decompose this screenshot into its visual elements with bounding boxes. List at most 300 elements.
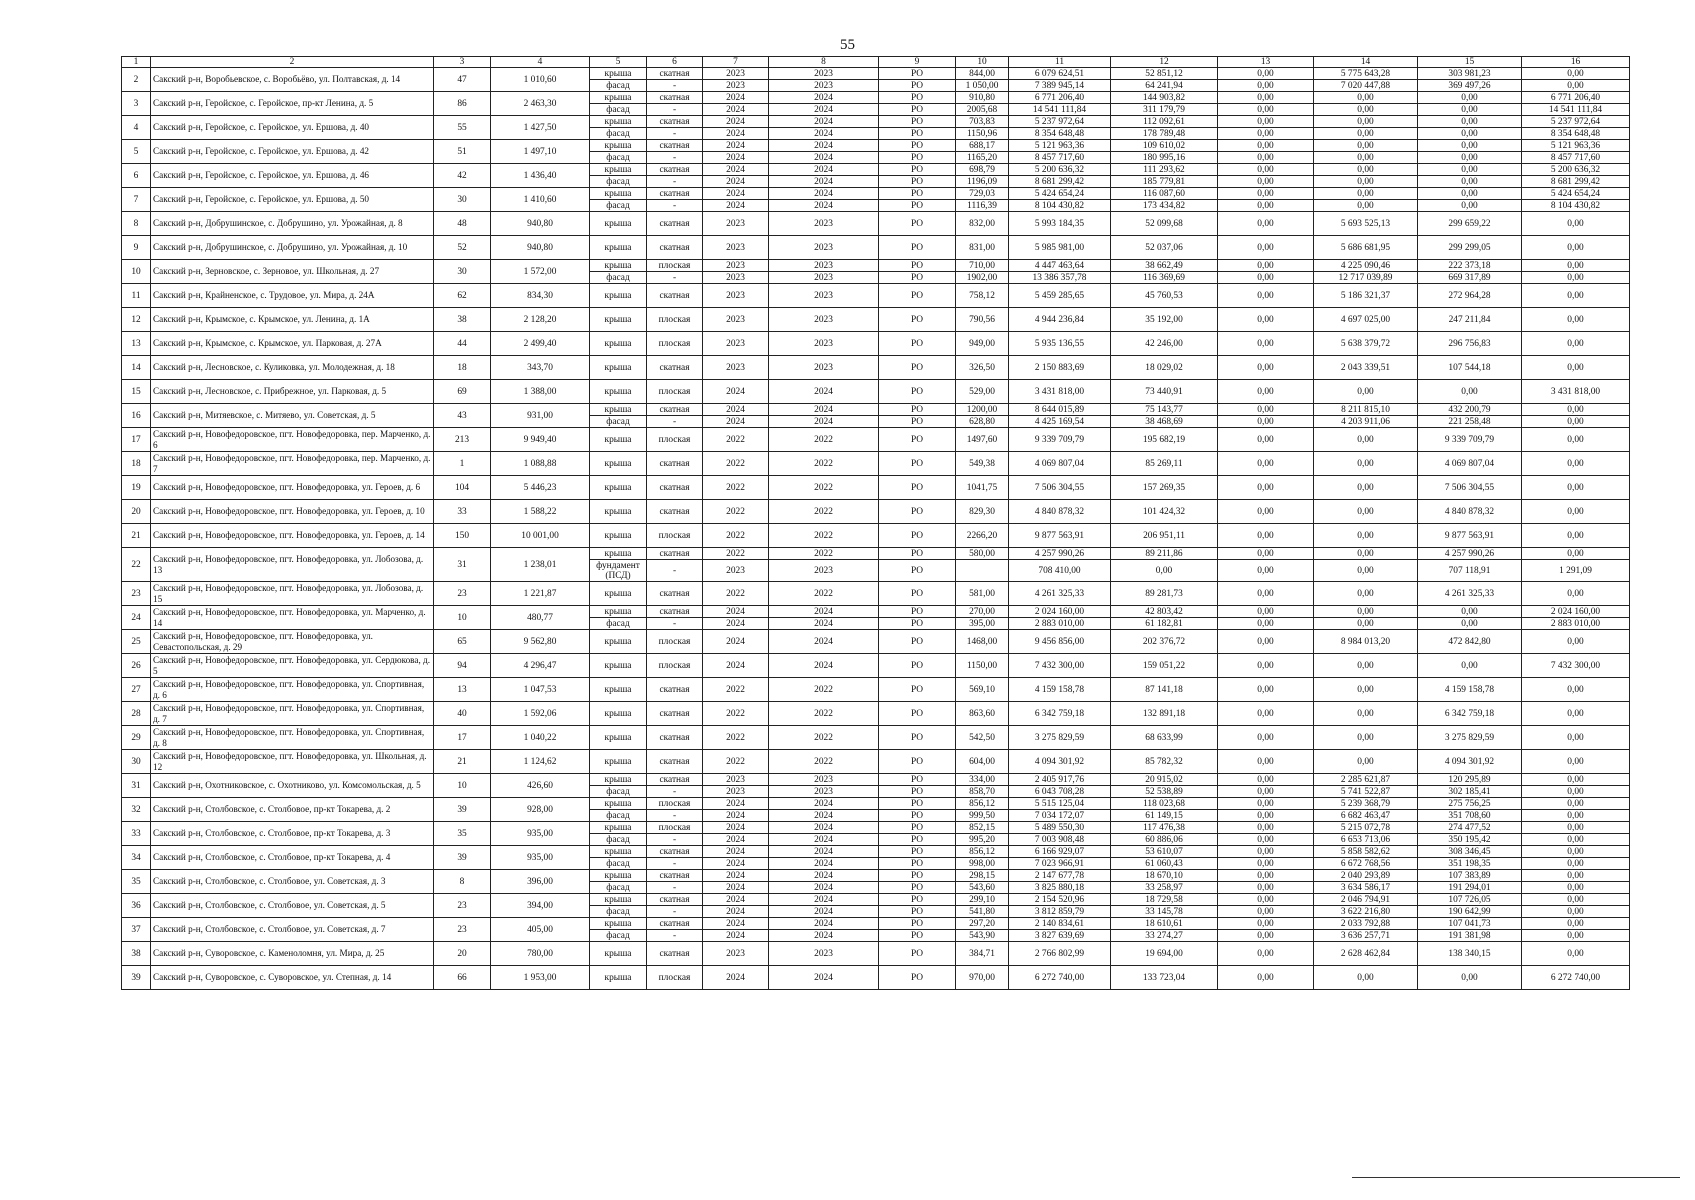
roof-type: - (647, 930, 703, 942)
table-row (122, 212, 1630, 236)
work-type: крыша (590, 212, 647, 236)
funds-3: 669 317,89 (1418, 272, 1522, 284)
work-volume: 543,90 (956, 930, 1009, 942)
funds-4: 0,00 (1522, 846, 1630, 858)
funds-3: 6 342 759,18 (1418, 702, 1522, 726)
work-type: фасад (590, 416, 647, 428)
work-type: крыша (590, 606, 647, 618)
total-area: 1 124,62 (491, 750, 590, 774)
unit-cost: 18 610,61 (1111, 918, 1218, 930)
apartment-count: 33 (434, 500, 491, 524)
funds-2: 0,00 (1314, 92, 1418, 104)
plan-year: 2024 (703, 798, 769, 810)
work-type: крыша (590, 356, 647, 380)
total-cost: 6 043 708,28 (1009, 786, 1111, 798)
total-cost: 5 424 654,24 (1009, 188, 1111, 200)
funds-2: 2 628 462,84 (1314, 942, 1418, 966)
funds-4: 8 457 717,60 (1522, 152, 1630, 164)
funds-4: 8 354 648,48 (1522, 128, 1630, 140)
work-type: крыша (590, 548, 647, 560)
plan-year: 2023 (703, 356, 769, 380)
total-area: 834,30 (491, 284, 590, 308)
funds-3: 4 257 990,26 (1418, 548, 1522, 560)
funds-3: 191 294,01 (1418, 882, 1522, 894)
plan-year: 2024 (703, 152, 769, 164)
funds-3: 369 497,26 (1418, 80, 1522, 92)
roof-type: - (647, 104, 703, 116)
object-number: 30 (122, 750, 151, 774)
total-cost: 5 121 963,36 (1009, 140, 1111, 152)
work-volume: 949,00 (956, 332, 1009, 356)
fact-year: 2022 (769, 548, 879, 560)
funds-2: 4 697 025,00 (1314, 308, 1418, 332)
table-row (122, 164, 1630, 176)
funds-4: 2 883 010,00 (1522, 618, 1630, 630)
total-area: 394,00 (491, 894, 590, 918)
funds-2: 0,00 (1314, 128, 1418, 140)
total-area: 935,00 (491, 846, 590, 870)
fund-method: РО (879, 882, 956, 894)
roof-type: скатная (647, 116, 703, 128)
funds-1: 0,00 (1218, 80, 1314, 92)
fact-year: 2022 (769, 476, 879, 500)
work-type: крыша (590, 68, 647, 80)
object-address: Сакский р-н, Новофедоровское, пгт. Новофедоровка, ул. Спортивная, д. 6 (151, 678, 434, 702)
funds-4: 0,00 (1522, 918, 1630, 930)
fund-method: РО (879, 416, 956, 428)
funds-3: 9 339 709,79 (1418, 428, 1522, 452)
work-type: крыша (590, 236, 647, 260)
roof-type: - (647, 80, 703, 92)
object-number: 32 (122, 798, 151, 822)
roof-type: - (647, 272, 703, 284)
fund-method: РО (879, 798, 956, 810)
total-area: 396,00 (491, 870, 590, 894)
fact-year: 2024 (769, 834, 879, 846)
total-cost: 2 140 834,61 (1009, 918, 1111, 930)
unit-cost: 38 468,69 (1111, 416, 1218, 428)
table-row (122, 92, 1630, 104)
work-type: крыша (590, 918, 647, 930)
object-number: 26 (122, 654, 151, 678)
funds-4: 0,00 (1522, 284, 1630, 308)
object-number: 16 (122, 404, 151, 428)
funds-3: 275 756,25 (1418, 798, 1522, 810)
work-volume: 2266,20 (956, 524, 1009, 548)
apartment-count: 65 (434, 630, 491, 654)
funds-3: 9 877 563,91 (1418, 524, 1522, 548)
fund-method: РО (879, 68, 956, 80)
work-type: фасад (590, 786, 647, 798)
roof-type: скатная (647, 894, 703, 906)
unit-cost: 202 376,72 (1111, 630, 1218, 654)
roof-type: плоская (647, 380, 703, 404)
plan-year: 2023 (703, 236, 769, 260)
funds-1: 0,00 (1218, 380, 1314, 404)
work-type: фасад (590, 834, 647, 846)
fact-year: 2024 (769, 618, 879, 630)
funds-3: 0,00 (1418, 654, 1522, 678)
roof-type: плоская (647, 798, 703, 810)
apartment-count: 39 (434, 846, 491, 870)
apartment-count: 35 (434, 822, 491, 846)
plan-year: 2024 (703, 606, 769, 618)
apartment-count: 1 (434, 452, 491, 476)
fact-year: 2022 (769, 452, 879, 476)
total-cost: 5 935 136,55 (1009, 332, 1111, 356)
total-cost: 4 261 325,33 (1009, 582, 1111, 606)
table-row (122, 140, 1630, 152)
fund-method: РО (879, 786, 956, 798)
fact-year: 2024 (769, 164, 879, 176)
funds-2: 0,00 (1314, 452, 1418, 476)
apartment-count: 62 (434, 284, 491, 308)
roof-type: скатная (647, 404, 703, 416)
object-number: 19 (122, 476, 151, 500)
fact-year: 2024 (769, 894, 879, 906)
funds-3: 3 275 829,59 (1418, 726, 1522, 750)
object-address: Сакский р-н, Новофедоровское, пгт. Новофедоровка, ул. Героев, д. 10 (151, 500, 434, 524)
funds-4: 0,00 (1522, 524, 1630, 548)
fact-year: 2022 (769, 524, 879, 548)
unit-cost: 112 092,61 (1111, 116, 1218, 128)
work-volume: 998,00 (956, 858, 1009, 870)
object-number: 6 (122, 164, 151, 188)
funds-4: 0,00 (1522, 786, 1630, 798)
unit-cost: 18 670,10 (1111, 870, 1218, 882)
fact-year: 2024 (769, 128, 879, 140)
table-row (122, 476, 1630, 500)
unit-cost: 195 682,19 (1111, 428, 1218, 452)
object-address: Сакский р-н, Крымское, с. Крымское, ул. Ленина, д. 1А (151, 308, 434, 332)
unit-cost: 116 369,69 (1111, 272, 1218, 284)
fact-year: 2024 (769, 858, 879, 870)
table-row (122, 918, 1630, 930)
fund-method: РО (879, 524, 956, 548)
fund-method: РО (879, 140, 956, 152)
fact-year: 2023 (769, 560, 879, 582)
funds-2: 2 046 794,91 (1314, 894, 1418, 906)
roof-type: скатная (647, 212, 703, 236)
roof-type: скатная (647, 68, 703, 80)
total-area: 931,00 (491, 404, 590, 428)
funds-1: 0,00 (1218, 582, 1314, 606)
apartment-count: 21 (434, 750, 491, 774)
fund-method: РО (879, 618, 956, 630)
total-area: 426,60 (491, 774, 590, 798)
funds-2: 0,00 (1314, 428, 1418, 452)
funds-1: 0,00 (1218, 882, 1314, 894)
object-address: Сакский р-н, Новофедоровское, пгт. Новофедоровка, пер. Марченко, д. 6 (151, 428, 434, 452)
funds-2: 6 653 713,06 (1314, 834, 1418, 846)
funds-1: 0,00 (1218, 176, 1314, 188)
fact-year: 2024 (769, 176, 879, 188)
total-cost: 6 272 740,00 (1009, 966, 1111, 990)
funds-2: 0,00 (1314, 582, 1418, 606)
total-area: 2 499,40 (491, 332, 590, 356)
funds-3: 4 261 325,33 (1418, 582, 1522, 606)
roof-type: плоская (647, 332, 703, 356)
fund-method: РО (879, 92, 956, 104)
funds-2: 0,00 (1314, 966, 1418, 990)
apartment-count: 42 (434, 164, 491, 188)
funds-3: 0,00 (1418, 200, 1522, 212)
apartment-count: 30 (434, 260, 491, 284)
total-area: 780,00 (491, 942, 590, 966)
fund-method: РО (879, 104, 956, 116)
total-cost: 4 257 990,26 (1009, 548, 1111, 560)
funds-1: 0,00 (1218, 128, 1314, 140)
funds-1: 0,00 (1218, 750, 1314, 774)
total-cost: 6 166 929,07 (1009, 846, 1111, 858)
roof-type: скатная (647, 702, 703, 726)
plan-year: 2022 (703, 726, 769, 750)
unit-cost: 101 424,32 (1111, 500, 1218, 524)
object-address: Сакский р-н, Добрушинское, с. Добрушино, ул. Урожайная, д. 8 (151, 212, 434, 236)
work-volume: 1468,00 (956, 630, 1009, 654)
total-cost: 5 985 981,00 (1009, 236, 1111, 260)
object-address: Сакский р-н, Новофедоровское, пгт. Новофедоровка, ул. Школьная, д. 12 (151, 750, 434, 774)
funds-3: 296 756,83 (1418, 332, 1522, 356)
object-number: 10 (122, 260, 151, 284)
table-row (122, 332, 1630, 356)
work-volume: 844,00 (956, 68, 1009, 80)
funds-2: 2 040 293,89 (1314, 870, 1418, 882)
funds-1: 0,00 (1218, 930, 1314, 942)
funds-1: 0,00 (1218, 140, 1314, 152)
roof-type: - (647, 560, 703, 582)
funds-3: 707 118,91 (1418, 560, 1522, 582)
funds-1: 0,00 (1218, 894, 1314, 906)
work-type: крыша (590, 500, 647, 524)
apartment-count: 18 (434, 356, 491, 380)
column-header-14: 14 (1314, 57, 1418, 68)
plan-year: 2022 (703, 476, 769, 500)
table-row (122, 188, 1630, 200)
unit-cost: 53 610,07 (1111, 846, 1218, 858)
unit-cost: 89 281,73 (1111, 582, 1218, 606)
object-address: Сакский р-н, Новофедоровское, пгт. Новофедоровка, ул. Севастопольская, д. 29 (151, 630, 434, 654)
column-header-6: 6 (647, 57, 703, 68)
fact-year: 2022 (769, 678, 879, 702)
funds-3: 0,00 (1418, 618, 1522, 630)
fund-method: РО (879, 560, 956, 582)
work-volume: 604,00 (956, 750, 1009, 774)
roof-type: плоская (647, 654, 703, 678)
funds-1: 0,00 (1218, 870, 1314, 882)
funds-1: 0,00 (1218, 678, 1314, 702)
fact-year: 2024 (769, 104, 879, 116)
apartment-count: 55 (434, 116, 491, 140)
fact-year: 2024 (769, 918, 879, 930)
work-type: крыша (590, 188, 647, 200)
funds-4: 0,00 (1522, 332, 1630, 356)
object-number: 39 (122, 966, 151, 990)
funds-3: 303 981,23 (1418, 68, 1522, 80)
total-cost: 5 459 285,65 (1009, 284, 1111, 308)
work-type: крыша (590, 798, 647, 810)
apartment-count: 94 (434, 654, 491, 678)
total-area: 1 427,50 (491, 116, 590, 140)
work-volume: 297,20 (956, 918, 1009, 930)
plan-year: 2023 (703, 260, 769, 272)
fund-method: РО (879, 810, 956, 822)
unit-cost: 111 293,62 (1111, 164, 1218, 176)
total-area: 928,00 (491, 798, 590, 822)
funds-2: 5 858 582,62 (1314, 846, 1418, 858)
object-number: 36 (122, 894, 151, 918)
fund-method: РО (879, 774, 956, 786)
fact-year: 2022 (769, 750, 879, 774)
column-header-1: 1 (122, 57, 151, 68)
fund-method: РО (879, 846, 956, 858)
funds-1: 0,00 (1218, 428, 1314, 452)
funds-1: 0,00 (1218, 858, 1314, 870)
total-cost: 4 094 301,92 (1009, 750, 1111, 774)
funds-2: 0,00 (1314, 200, 1418, 212)
funds-1: 0,00 (1218, 92, 1314, 104)
fund-method: РО (879, 750, 956, 774)
funds-1: 0,00 (1218, 906, 1314, 918)
funds-3: 4 159 158,78 (1418, 678, 1522, 702)
funds-3: 4 094 301,92 (1418, 750, 1522, 774)
funds-2: 0,00 (1314, 606, 1418, 618)
plan-year: 2022 (703, 428, 769, 452)
object-address: Сакский р-н, Новофедоровское, пгт. Новофедоровка, ул. Спортивная, д. 7 (151, 702, 434, 726)
work-volume: 270,00 (956, 606, 1009, 618)
funds-4: 0,00 (1522, 308, 1630, 332)
funds-4: 0,00 (1522, 428, 1630, 452)
fund-method: РО (879, 152, 956, 164)
roof-type: - (647, 882, 703, 894)
work-type: крыша (590, 404, 647, 416)
roof-type: - (647, 906, 703, 918)
fact-year: 2024 (769, 92, 879, 104)
fact-year: 2023 (769, 942, 879, 966)
unit-cost: 132 891,18 (1111, 702, 1218, 726)
object-address: Сакский р-н, Геройское, с. Геройское, ул. Ершова, д. 42 (151, 140, 434, 164)
work-volume: 580,00 (956, 548, 1009, 560)
object-number: 8 (122, 212, 151, 236)
funds-3: 299 659,22 (1418, 212, 1522, 236)
total-cost: 8 457 717,60 (1009, 152, 1111, 164)
work-type: крыша (590, 894, 647, 906)
object-address: Сакский р-н, Лесновское, с. Прибрежное, ул. Парковая, д. 5 (151, 380, 434, 404)
fact-year: 2023 (769, 80, 879, 92)
roof-type: - (647, 128, 703, 140)
fund-method: РО (879, 380, 956, 404)
page-number: 55 (840, 37, 855, 53)
unit-cost: 61 060,43 (1111, 858, 1218, 870)
table-row (122, 524, 1630, 548)
fact-year: 2023 (769, 260, 879, 272)
object-address: Сакский р-н, Митяевское, с. Митяево, ул. Советская, д. 5 (151, 404, 434, 428)
funds-2: 5 686 681,95 (1314, 236, 1418, 260)
work-volume: 2005,68 (956, 104, 1009, 116)
work-type: крыша (590, 774, 647, 786)
object-address: Сакский р-н, Суворовское, с. Суворовское, ул. Степная, д. 14 (151, 966, 434, 990)
unit-cost: 206 951,11 (1111, 524, 1218, 548)
fund-method: РО (879, 966, 956, 990)
work-type: крыша (590, 846, 647, 858)
apartment-count: 23 (434, 894, 491, 918)
apartment-count: 23 (434, 582, 491, 606)
unit-cost: 311 179,79 (1111, 104, 1218, 116)
work-type: крыша (590, 332, 647, 356)
funds-1: 0,00 (1218, 560, 1314, 582)
roof-type: скатная (647, 164, 703, 176)
funds-2: 0,00 (1314, 548, 1418, 560)
funds-4: 0,00 (1522, 260, 1630, 272)
table-body (122, 68, 1630, 990)
total-cost: 6 342 759,18 (1009, 702, 1111, 726)
fund-method: РО (879, 702, 956, 726)
funds-4: 0,00 (1522, 834, 1630, 846)
object-number: 9 (122, 236, 151, 260)
funds-4: 5 121 963,36 (1522, 140, 1630, 152)
object-address: Сакский р-н, Столбовское, с. Столбовое, пр-кт Токарева, д. 3 (151, 822, 434, 846)
column-header-11: 11 (1009, 57, 1111, 68)
funds-3: 107 726,05 (1418, 894, 1522, 906)
work-volume: 1116,39 (956, 200, 1009, 212)
funds-1: 0,00 (1218, 798, 1314, 810)
table-row (122, 630, 1630, 654)
work-type: фасад (590, 152, 647, 164)
funds-2: 5 775 643,28 (1314, 68, 1418, 80)
work-type: крыша (590, 452, 647, 476)
work-volume: 1165,20 (956, 152, 1009, 164)
unit-cost: 60 886,06 (1111, 834, 1218, 846)
fact-year: 2023 (769, 356, 879, 380)
object-number: 23 (122, 582, 151, 606)
roof-type: плоская (647, 428, 703, 452)
column-header-3: 3 (434, 57, 491, 68)
funds-1: 0,00 (1218, 618, 1314, 630)
unit-cost: 117 476,38 (1111, 822, 1218, 834)
total-area: 935,00 (491, 822, 590, 846)
work-type: крыша (590, 750, 647, 774)
work-type: крыша (590, 678, 647, 702)
table-row (122, 822, 1630, 834)
fund-method: РО (879, 80, 956, 92)
funds-3: 274 477,52 (1418, 822, 1522, 834)
funds-2: 0,00 (1314, 104, 1418, 116)
total-cost: 2 154 520,96 (1009, 894, 1111, 906)
object-address: Сакский р-н, Охотниковское, с. Охотниково, ул. Комсомольская, д. 5 (151, 774, 434, 798)
fact-year: 2023 (769, 272, 879, 284)
work-volume: 1497,60 (956, 428, 1009, 452)
fund-method: РО (879, 116, 956, 128)
funds-2: 0,00 (1314, 524, 1418, 548)
plan-year: 2023 (703, 308, 769, 332)
plan-year: 2023 (703, 560, 769, 582)
funds-4: 0,00 (1522, 582, 1630, 606)
work-volume: 542,50 (956, 726, 1009, 750)
unit-cost: 180 995,16 (1111, 152, 1218, 164)
total-cost: 3 275 829,59 (1009, 726, 1111, 750)
object-address: Сакский р-н, Суворовское, с. Каменоломня, ул. Мира, д. 25 (151, 942, 434, 966)
column-header-12: 12 (1111, 57, 1218, 68)
plan-year: 2024 (703, 918, 769, 930)
unit-cost: 52 851,12 (1111, 68, 1218, 80)
fact-year: 2024 (769, 822, 879, 834)
funds-4: 7 432 300,00 (1522, 654, 1630, 678)
total-cost: 2 150 883,69 (1009, 356, 1111, 380)
funds-2: 6 682 463,47 (1314, 810, 1418, 822)
table-row (122, 236, 1630, 260)
plan-year: 2022 (703, 500, 769, 524)
total-cost: 3 827 639,69 (1009, 930, 1111, 942)
